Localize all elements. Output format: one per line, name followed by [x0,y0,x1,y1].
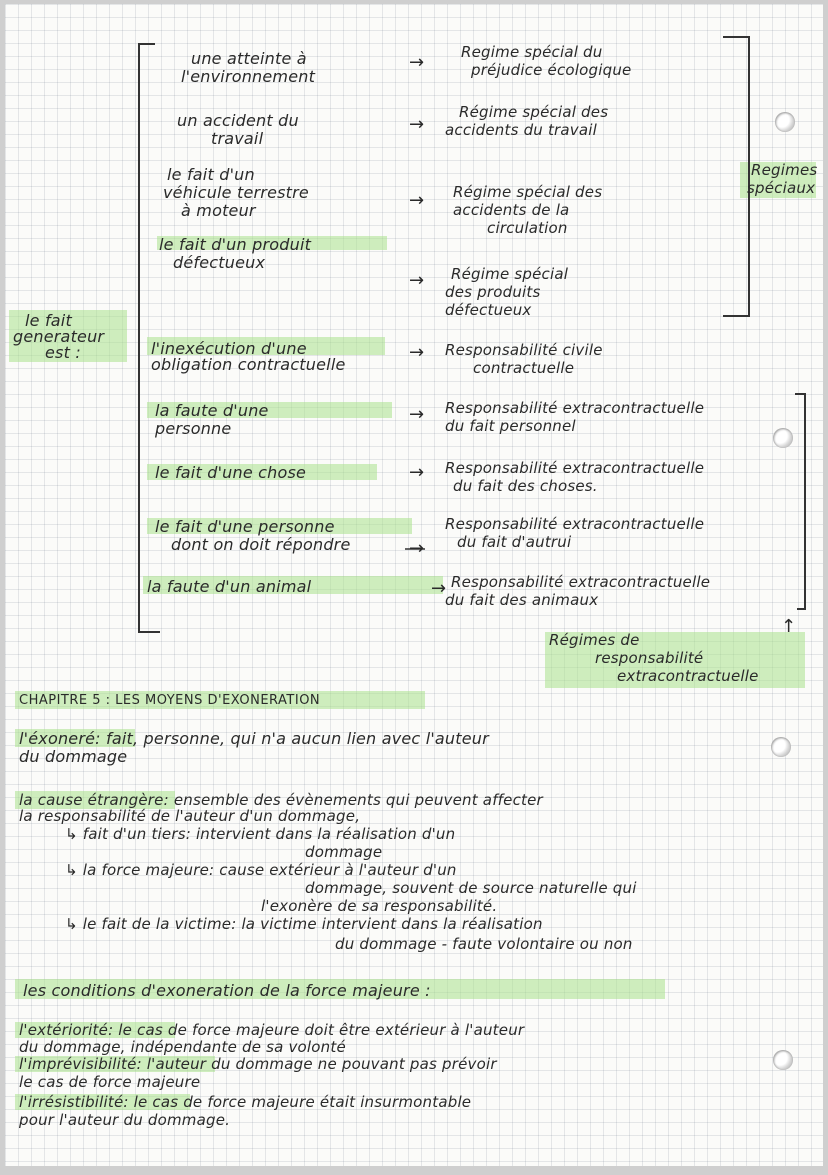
punch-hole [773,1050,793,1070]
regime-line: Responsabilité extracontractuelle [445,459,705,477]
cause-etrangere-definition: : ensemble des évènements qui peuvent affecter [163,791,543,809]
exonere-line-cont: du dommage [19,747,128,766]
cause-item-term: ↳ la force majeure [65,861,210,879]
arrow-icon: → [431,578,447,599]
bracket-label-special: Regimes [751,161,818,179]
cause-line: l'environnement [181,67,316,86]
condition-term: l'imprévisibilité [19,1055,137,1073]
regime-line: Responsabilité extracontractuelle [445,399,705,417]
cause-etrangere-line-cont: la responsabilité de l'auteur d'un dommage, [19,807,361,825]
notebook-page [5,4,823,1166]
regime-line: Responsabilité civile [445,341,603,359]
condition-text: : le cas de force majeure était insurmontable [123,1093,472,1111]
cause-line: la faute d'une [155,401,269,420]
cause-line: une atteinte à [191,49,307,68]
cause-line: obligation contractuelle [151,355,346,374]
cause-line: un accident du [177,111,299,130]
arrow-icon: → [409,538,425,559]
cause-line: travail [211,129,264,148]
cause-line: le fait d'un [167,165,255,184]
condition-line [19,1094,471,1111]
cause-item-line: l'exonère de sa responsabilité. [261,897,498,915]
cause-item-line: du dommage - faute volontaire ou non [335,935,633,953]
arrow-icon: → [409,462,425,483]
condition-line [19,1022,524,1039]
left-label-line: generateur [13,327,105,346]
arrow-icon: → [409,52,425,73]
regime-line: contractuelle [473,359,575,377]
arrow-icon: → [409,404,425,425]
exonere-definition: : fait, personne, qui n'a aucun lien avec l'auteur [95,729,489,748]
cause-item-term: ↳ fait d'un tiers [65,825,186,843]
exonere-line [19,730,489,747]
conditions-title: les conditions d'exoneration de la force majeure : [23,981,431,1000]
chapter-title: CHAPITRE 5 : LES MOYENS D'EXONERATION [19,693,321,708]
bracket-label-special: spéciaux [747,179,816,197]
bracket-label-extra: extracontractuelle [617,667,759,685]
left-label-line: est : [45,343,81,362]
cause-line: défectueux [173,253,266,272]
regime-line: Regime spécial du [461,43,603,61]
condition-text: : l'auteur du dommage ne pouvant pas prévoir [136,1055,497,1073]
arrow-icon: → [409,114,425,135]
cause-item-line: dommage, souvent de source naturelle qui [305,879,637,897]
cause-item-line [65,916,543,933]
condition-term: l'irrésistibilité [19,1093,124,1111]
cause-line: véhicule terrestre [163,183,309,202]
arrow-icon: → [409,342,425,363]
condition-line [19,1056,497,1073]
cause-item-line: dommage [305,843,383,861]
regime-line: Responsabilité extracontractuelle [451,573,711,591]
punch-hole [771,737,791,757]
cause-item-term: ↳ le fait de la victime [65,915,232,933]
cause-etrangere-term: la cause étrangère [19,791,164,809]
regime-line: Régime spécial [451,265,569,283]
regime-line: accidents du travail [445,121,598,139]
regime-line: du fait des animaux [445,591,599,609]
punch-hole [773,428,793,448]
regime-line: défectueux [445,301,532,319]
cause-line: la faute d'un animal [147,577,312,596]
cause-line: l'inexécution d'une [151,339,307,358]
cause-line: dont on doit répondre [171,535,351,554]
cause-line: personne [155,419,232,438]
regime-line: du fait personnel [445,417,576,435]
regime-line: des produits [445,283,541,301]
condition-line: du dommage, indépendante de sa volonté [19,1038,346,1056]
arrow-icon: → [409,270,425,291]
regime-line: Régime spécial des [459,103,609,121]
cause-item-text: : cause extérieur à l'auteur d'un [209,861,457,879]
regime-line: du fait d'autrui [457,533,572,551]
regime-line: accidents de la [453,201,570,219]
regime-line: circulation [487,219,568,237]
cause-line: le fait d'un produit [159,235,312,254]
exonere-term: l'éxoneré [19,729,96,748]
punch-hole [775,112,795,132]
regime-line: préjudice écologique [471,61,632,79]
condition-line: pour l'auteur du dommage. [19,1111,231,1129]
cause-item-line [65,826,455,843]
cause-line: le fait d'une personne [155,517,335,536]
bracket-label-extra: responsabilité [595,649,704,667]
regime-line: du fait des choses. [453,477,598,495]
condition-text: : le cas de force majeure doit être extérieur à l'auteur [108,1021,525,1039]
cause-item-text: : la victime intervient dans la réalisation [231,915,543,933]
arrow-icon: → [409,190,425,211]
cause-line: à moteur [181,201,256,220]
condition-line: le cas de force majeure [19,1073,201,1091]
condition-term: l'extériorité [19,1021,109,1039]
left-label-line: le fait [25,311,72,330]
regime-line: Régime spécial des [453,183,603,201]
up-arrow-icon: ↑ [781,616,797,637]
cause-item-line [65,862,457,879]
cause-item-text: : intervient dans la réalisation d'un [185,825,456,843]
cause-line: le fait d'une chose [155,463,307,482]
regime-line: Responsabilité extracontractuelle [445,515,705,533]
bracket-label-extra: Régimes de [549,631,640,649]
